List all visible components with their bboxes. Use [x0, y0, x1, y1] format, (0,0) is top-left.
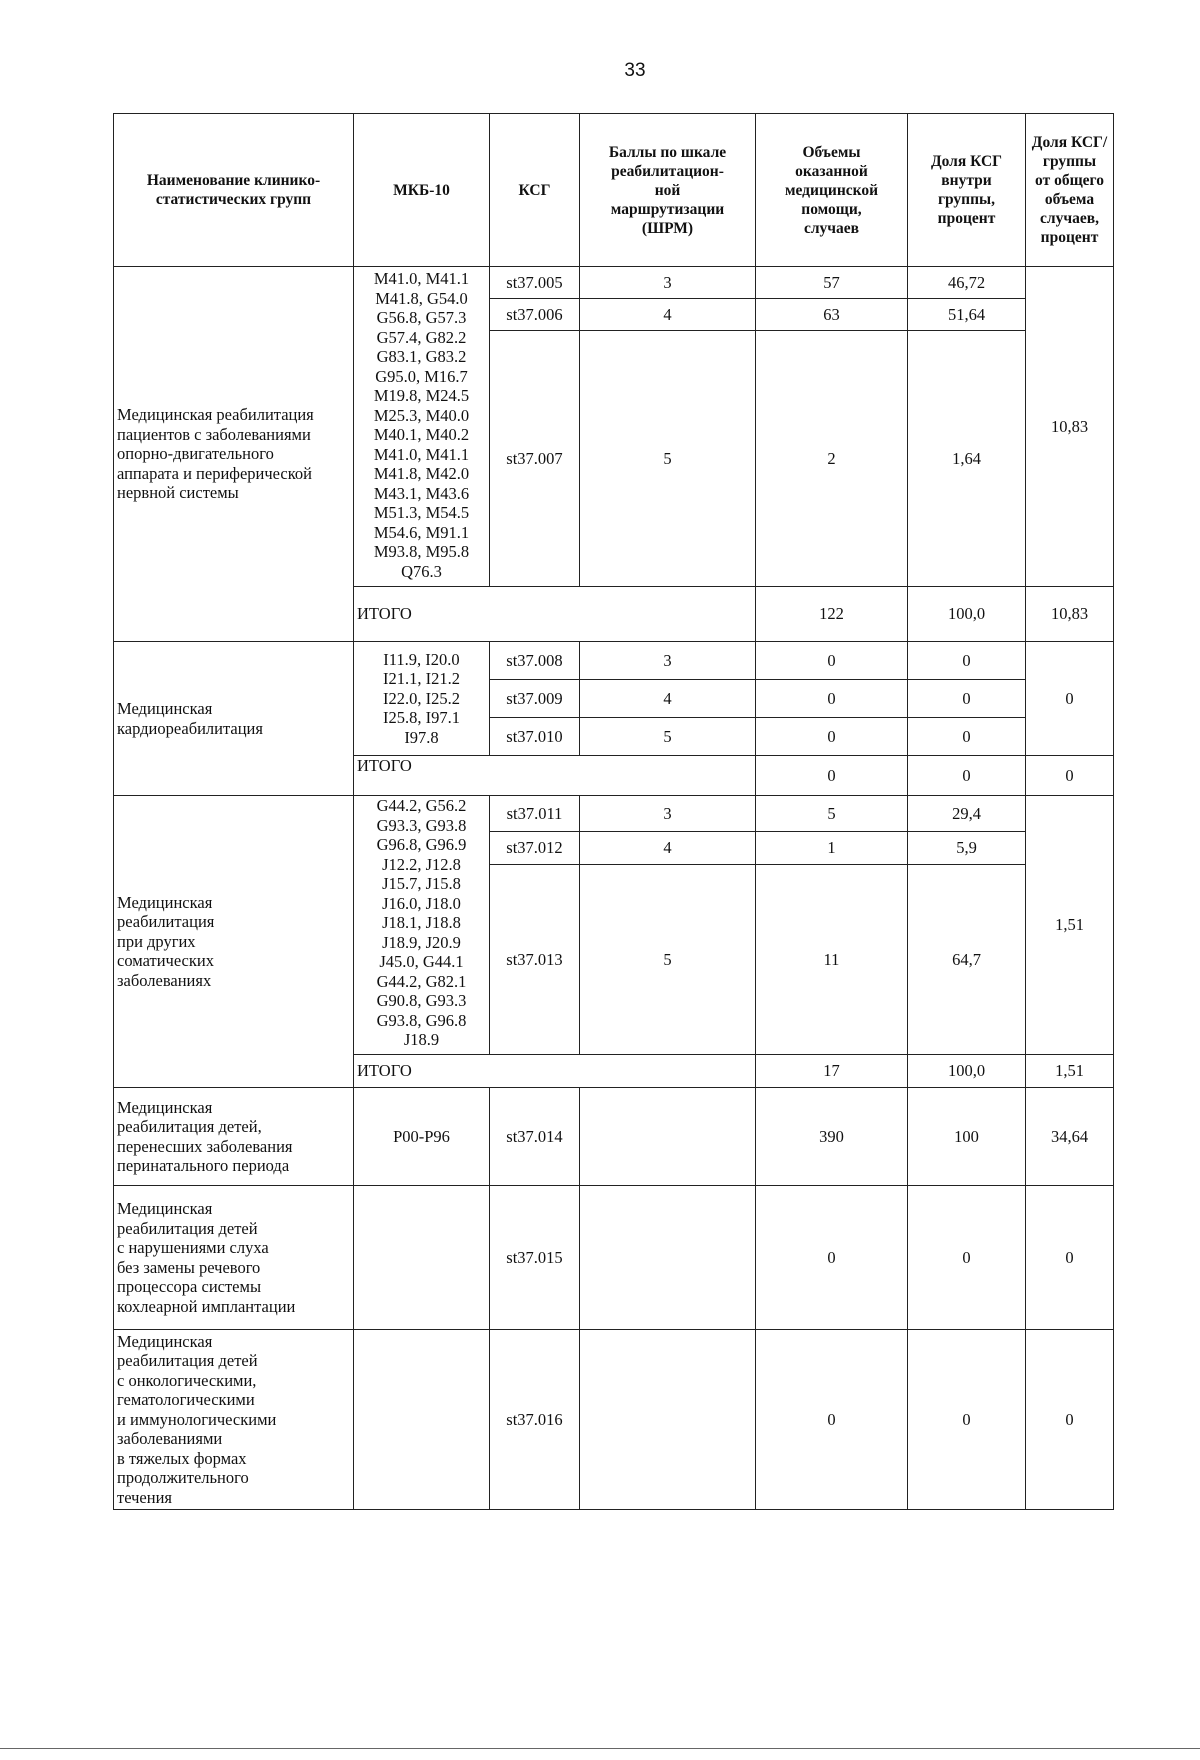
volume-cell: 0 [756, 642, 908, 680]
shrm-score: 4 [580, 299, 756, 331]
volume-cell: 0 [756, 1186, 908, 1330]
volume-cell: 57 [756, 267, 908, 299]
table-row [114, 267, 1114, 299]
share-total-cell: 1,51 [1026, 796, 1114, 1055]
header-mkb: МКБ-10 [354, 114, 490, 267]
ksg-code: st37.013 [490, 865, 580, 1055]
volume-cell: 0 [756, 718, 908, 756]
volume-cell: 63 [756, 299, 908, 331]
table-row [114, 796, 1114, 832]
header-volume: Объемы оказанной медицинской помощи, случаев [756, 114, 908, 267]
share-total-cell: 0 [1026, 1186, 1114, 1330]
shrm-score: 5 [580, 718, 756, 756]
group-name: Медицинская реабилитация при других соматических заболеваниях [114, 796, 354, 1088]
header-group: Наименование клинико- статистических групп [114, 114, 354, 267]
shrm-score: 3 [580, 642, 756, 680]
itogo-volume: 17 [756, 1055, 908, 1088]
volume-cell: 5 [756, 796, 908, 832]
itogo-share-total: 10,83 [1026, 587, 1114, 642]
share-total-cell: 0 [1026, 1330, 1114, 1510]
volume-cell: 390 [756, 1088, 908, 1186]
table-row [114, 1330, 1114, 1510]
header-row [114, 114, 1114, 267]
volume-cell: 11 [756, 865, 908, 1055]
itogo-label: ИТОГО [354, 1055, 756, 1088]
volume-cell: 1 [756, 832, 908, 865]
mkb-codes [354, 1186, 490, 1330]
share-cell: 64,7 [908, 865, 1026, 1055]
share-cell: 0 [908, 1330, 1026, 1510]
group-name: Медицинская реабилитация детей, перенесших заболевания перинатального периода [114, 1088, 354, 1186]
table-row [114, 1088, 1114, 1186]
ksg-code: st37.006 [490, 299, 580, 331]
page-number: 33 [624, 60, 646, 81]
share-cell: 0 [908, 680, 1026, 718]
itogo-volume: 122 [756, 587, 908, 642]
shrm-score: 3 [580, 267, 756, 299]
header-share-total: Доля КСГ/ группы от общего объема случаев, процент [1026, 114, 1114, 267]
itogo-volume: 0 [756, 756, 908, 796]
ksg-table [113, 113, 1114, 1510]
ksg-code: st37.008 [490, 642, 580, 680]
ksg-code: st37.012 [490, 832, 580, 865]
ksg-code: st37.005 [490, 267, 580, 299]
shrm-score: 5 [580, 865, 756, 1055]
share-total-cell: 10,83 [1026, 267, 1114, 587]
mkb-codes: I11.9, I20.0 I21.1, I21.2 I22.0, I25.2 I25.8, I97.1 I97.8 [354, 642, 490, 756]
share-cell: 51,64 [908, 299, 1026, 331]
share-cell: 0 [908, 1186, 1026, 1330]
ksg-code: st37.007 [490, 331, 580, 587]
itogo-share: 100,0 [908, 587, 1026, 642]
share-cell: 29,4 [908, 796, 1026, 832]
itogo-share-total: 0 [1026, 756, 1114, 796]
ksg-code: st37.014 [490, 1088, 580, 1186]
header-shrm: Баллы по шкале реабилитацион- ной маршрутизации (ШРМ) [580, 114, 756, 267]
share-cell: 1,64 [908, 331, 1026, 587]
shrm-score [580, 1330, 756, 1510]
header-ksg: КСГ [490, 114, 580, 267]
ksg-code: st37.010 [490, 718, 580, 756]
group-name: Медицинская реабилитация пациентов с заболеваниями опорно-двигательного аппарата и периферической нервной системы [114, 267, 354, 642]
share-total-cell: 0 [1026, 642, 1114, 756]
share-cell: 0 [908, 718, 1026, 756]
share-cell: 46,72 [908, 267, 1026, 299]
group-name: Медицинская реабилитация детей с онкологическими, гематологическими и иммунологическими заболеваниями в тяжелых формах продолжительного течения [114, 1330, 354, 1510]
ksg-code: st37.009 [490, 680, 580, 718]
footer-divider [0, 1748, 1200, 1749]
share-cell: 0 [908, 642, 1026, 680]
shrm-score [580, 1186, 756, 1330]
share-cell: 100 [908, 1088, 1026, 1186]
itogo-share: 0 [908, 756, 1026, 796]
share-cell: 5,9 [908, 832, 1026, 865]
itogo-label: ИТОГО [354, 587, 756, 642]
mkb-codes: M41.0, M41.1 M41.8, G54.0 G56.8, G57.3 G57.4, G82.2 G83.1, G83.2 G95.0, M16.7 M19.8, M24.5 M25.3, M40.0 M40.1, M40.2 M41.0, M41.1 M41.8, M42.0 M43.1, M43.6 M51.3, M54.5 M54.6, M91.1 M93.8, M95.8 Q76.3 [354, 267, 490, 587]
itogo-share-total: 1,51 [1026, 1055, 1114, 1088]
shrm-score [580, 1088, 756, 1186]
group-name: Медицинская кардиореабилитация [114, 642, 354, 796]
itogo-share: 100,0 [908, 1055, 1026, 1088]
volume-cell: 0 [756, 1330, 908, 1510]
share-total-cell: 34,64 [1026, 1088, 1114, 1186]
table-row [114, 1186, 1114, 1330]
shrm-score: 3 [580, 796, 756, 832]
group-name: Медицинская реабилитация детей с нарушениями слуха без замены речевого процессора системы кохлеарной имплантации [114, 1186, 354, 1330]
volume-cell: 0 [756, 680, 908, 718]
table-row [114, 642, 1114, 680]
ksg-code: st37.011 [490, 796, 580, 832]
shrm-score: 4 [580, 832, 756, 865]
shrm-score: 4 [580, 680, 756, 718]
mkb-codes [354, 1330, 490, 1510]
ksg-code: st37.015 [490, 1186, 580, 1330]
mkb-codes: P00-P96 [354, 1088, 490, 1186]
volume-cell: 2 [756, 331, 908, 587]
header-share-in-group: Доля КСГ внутри группы, процент [908, 114, 1026, 267]
shrm-score: 5 [580, 331, 756, 587]
itogo-label: ИТОГО [354, 756, 756, 796]
mkb-codes: G44.2, G56.2 G93.3, G93.8 G96.8, G96.9 J12.2, J12.8 J15.7, J15.8 J16.0, J18.0 J18.1, J18.8 J18.9, J20.9 J45.0, G44.1 G44.2, G82.1 G90.8, G93.3 G93.8, G96.8 J18.9 [354, 796, 490, 1055]
ksg-code: st37.016 [490, 1330, 580, 1510]
